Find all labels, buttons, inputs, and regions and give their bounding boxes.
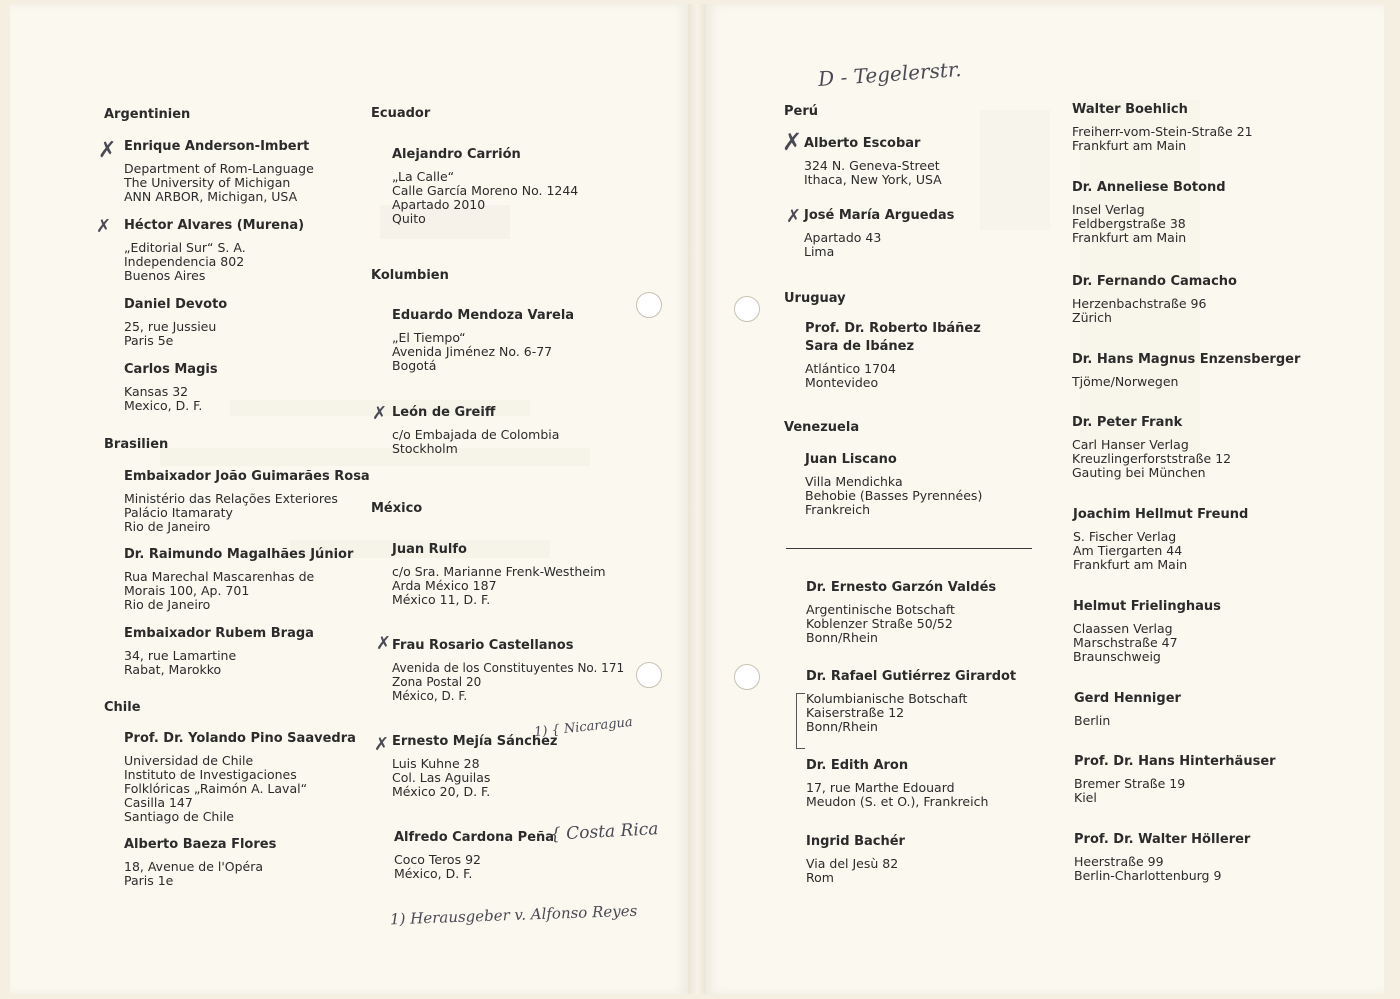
address-line: Apartado 43 [804, 230, 882, 245]
address-line: Ithaca, New York, USA [804, 172, 942, 187]
address-line: Quito [392, 211, 426, 226]
entry-name: Dr. Hans Magnus Enzensberger [1072, 352, 1301, 367]
entry-name: Dr. Peter Frank [1072, 415, 1183, 430]
address-line: Argentinische Botschaft [806, 602, 955, 617]
entry-address [124, 649, 314, 677]
country-heading: Uruguay [784, 291, 846, 306]
address-line: Bonn/Rhein [806, 630, 878, 645]
entry-name: Joachim Hellmut Freund [1073, 507, 1249, 522]
address-line: Meudon (S. et O.), Frankreich [806, 794, 989, 809]
entry-address [124, 385, 218, 413]
list-item [1072, 352, 1300, 389]
address-line: Kreuzlingerforststraße 12 [1072, 451, 1232, 466]
address-line: Folklóricas „Raimón A. Laval“ [124, 781, 308, 796]
list-item [1074, 754, 1276, 805]
address-line: México, D. F. [392, 689, 468, 703]
address-line: Rio de Janeiro [124, 597, 211, 612]
entry-name: Juan Rulfo [392, 542, 467, 557]
address-line: Rua Marechal Mascarenhas de [124, 569, 315, 584]
entry-name: Alejandro Carrión [392, 147, 521, 162]
entry-address [392, 661, 624, 703]
entry-name: Alberto Baeza Flores [124, 837, 277, 852]
list-item [1072, 102, 1253, 153]
entry-name-secondary: Sara de Ibánez [805, 339, 915, 354]
address-line: c/o Sra. Marianne Frenk-Westheim [392, 564, 606, 579]
handwritten-note-costa-rica: { Costa Rica [549, 819, 659, 845]
address-line: 25, rue Jussieu [124, 319, 217, 334]
entry-name: Frau Rosario Castellanos [392, 638, 574, 653]
address-line: Zürich [1072, 310, 1112, 325]
entry-address [392, 565, 606, 607]
list-item [124, 837, 276, 888]
entry-address [806, 857, 905, 885]
list-item [1073, 599, 1221, 664]
entry-name: Dr. Rafael Gutiérrez Girardot [806, 669, 1017, 684]
address-line: Rio de Janeiro [124, 519, 211, 534]
address-line: Buenos Aires [124, 268, 206, 283]
address-line: 17, rue Marthe Edouard [806, 780, 955, 795]
address-line: Feldbergstraße 38 [1072, 216, 1186, 231]
address-line: „El Tiempo“ [392, 330, 466, 345]
address-line: Marschstraße 47 [1073, 635, 1178, 650]
punch-hole [734, 296, 760, 322]
entry-address [392, 170, 578, 226]
entry-address [806, 781, 988, 809]
address-line: Frankfurt am Main [1072, 230, 1187, 245]
address-line: Rom [806, 870, 834, 885]
entry-address [392, 331, 574, 373]
address-line: Col. Las Aguilas [392, 770, 491, 785]
handwritten-bracket [796, 693, 805, 749]
entry-address [1073, 530, 1248, 572]
entry-name: Ernesto Mejía Sánchez [392, 734, 558, 749]
handwritten-check-icon: ✗ [376, 633, 392, 654]
address-line: 18, Avenue de l'Opéra [124, 859, 264, 874]
list-item [394, 830, 554, 881]
entry-address [805, 362, 981, 390]
address-line: Stockholm [392, 441, 458, 456]
address-line: Palácio Itamaraty [124, 505, 233, 520]
country-heading: Argentinien [104, 107, 191, 122]
address-line: Zona Postal 20 [392, 675, 482, 689]
entry-name: Dr. Fernando Camacho [1072, 274, 1237, 289]
entry-name: Prof. Dr. Yolando Pino Saavedra [124, 731, 356, 746]
punch-hole [734, 664, 760, 690]
entry-address [1072, 203, 1226, 245]
address-line: Freiherr-vom-Stein-Straße 21 [1072, 124, 1253, 139]
entry-name: Eduardo Mendoza Varela [392, 308, 575, 323]
address-line: Villa Mendichka [805, 474, 903, 489]
entry-address [392, 428, 559, 456]
list-item [804, 136, 942, 187]
list-item [804, 208, 954, 259]
address-line: Morais 100, Ap. 701 [124, 583, 250, 598]
list-item [392, 405, 559, 456]
address-line: Avenida de los Constituyentes No. 171 [392, 661, 625, 675]
country-heading: Venezuela [784, 420, 860, 435]
handwritten-check-icon: ✗ [96, 216, 112, 237]
list-item [806, 580, 996, 645]
entry-name: Alberto Escobar [804, 136, 921, 151]
list-item [806, 669, 1016, 734]
list-item [392, 147, 578, 226]
handwritten-check-icon: ✗ [372, 403, 388, 424]
entry-address [1074, 855, 1250, 883]
list-item [124, 626, 314, 677]
address-line: „La Calle“ [392, 169, 455, 184]
show-through-block-5 [980, 110, 1050, 230]
entry-name: Dr. Raimundo Magalhães Júnior [124, 547, 354, 562]
entry-address [124, 241, 304, 283]
address-line: Lima [804, 244, 835, 259]
entry-name: Helmut Frielinghaus [1073, 599, 1221, 614]
address-line: Tjöme/Norwegen [1072, 374, 1179, 389]
address-line: Calle García Moreno No. 1244 [392, 183, 579, 198]
entry-name: Prof. Dr. Roberto Ibáñez [805, 321, 981, 336]
entry-name: Embaixador João Guimarães Rosa [124, 469, 370, 484]
list-item [124, 139, 314, 204]
address-line: Casilla 147 [124, 795, 193, 810]
list-item [1072, 180, 1226, 245]
address-line: „Editorial Sur“ S. A. [124, 240, 246, 255]
address-line: Universidad de Chile [124, 753, 254, 768]
entry-name: Walter Boehlich [1072, 102, 1188, 117]
entry-address [124, 492, 370, 534]
country-heading: Kolumbien [371, 268, 449, 283]
country-heading: Ecuador [371, 106, 431, 121]
address-line: 34, rue Lamartine [124, 648, 237, 663]
address-line: Am Tiergarten 44 [1073, 543, 1183, 558]
address-line: Koblenzer Straße 50/52 [806, 616, 953, 631]
address-line: Frankfurt am Main [1072, 138, 1187, 153]
list-item [392, 638, 624, 703]
list-item [805, 452, 982, 517]
entry-address [1074, 714, 1181, 728]
address-line: México 11, D. F. [392, 592, 491, 607]
address-line: Herzenbachstraße 96 [1072, 296, 1207, 311]
country-heading: Chile [104, 700, 141, 715]
address-line: Kiel [1074, 790, 1097, 805]
address-line: c/o Embajada de Colombia [392, 427, 560, 442]
punch-hole [636, 662, 662, 688]
handwritten-check-icon: ✗ [374, 734, 390, 755]
address-line: Kolumbianische Botschaft [806, 691, 968, 706]
entry-name: Prof. Dr. Walter Höllerer [1074, 832, 1251, 847]
list-item [1074, 832, 1250, 883]
entry-address [392, 757, 557, 799]
entry-address [806, 603, 996, 645]
address-line: 324 N. Geneva-Street [804, 158, 940, 173]
entry-address [1072, 297, 1237, 325]
address-line: Gauting bei München [1072, 465, 1206, 480]
address-line: Paris 1e [124, 873, 174, 888]
address-line: S. Fischer Verlag [1073, 529, 1177, 544]
list-item [124, 362, 218, 413]
list-item [124, 731, 356, 824]
handwritten-note-top: D - Tegelerstr. [817, 57, 963, 91]
address-line: Berlin [1074, 713, 1111, 728]
entry-address [124, 570, 353, 612]
list-item [1073, 507, 1248, 572]
handwritten-note-nicaragua: 1) { Nicaragua [533, 714, 634, 741]
address-line: Rabat, Marokko [124, 662, 222, 677]
address-line: Montevideo [805, 375, 879, 390]
list-item [1072, 274, 1237, 325]
list-item [1074, 691, 1181, 728]
address-line: Kansas 32 [124, 384, 189, 399]
handwritten-check-icon: ✗ [782, 128, 803, 156]
address-line: Instituto de Investigaciones [124, 767, 297, 782]
handwritten-check-icon: ✗ [98, 138, 117, 163]
entry-name: Ingrid Bachér [806, 834, 905, 849]
section-divider [786, 548, 1032, 549]
entry-name: Dr. Anneliese Botond [1072, 180, 1226, 195]
address-line: Berlin-Charlottenburg 9 [1074, 868, 1222, 883]
handwritten-footnote: 1) Herausgeber v. Alfonso Reyes [389, 901, 638, 929]
address-line: Luis Kuhne 28 [392, 756, 480, 771]
address-line: Paris 5e [124, 333, 174, 348]
entry-address [804, 231, 954, 259]
address-line: Apartado 2010 [392, 197, 486, 212]
entry-name: Juan Liscano [805, 452, 897, 467]
entry-name: Gerd Henniger [1074, 691, 1181, 706]
entry-address [1072, 375, 1300, 389]
address-line: Department of Rom-Language [124, 161, 314, 176]
address-line: Carl Hanser Verlag [1072, 437, 1189, 452]
address-line: Kaiserstraße 12 [806, 705, 905, 720]
entry-name: Carlos Magis [124, 362, 218, 377]
address-line: Ministério das Relações Exteriores [124, 491, 338, 506]
list-item [392, 308, 574, 373]
address-line: México 20, D. F. [392, 784, 491, 799]
list-item [806, 834, 905, 885]
entry-address [1073, 622, 1221, 664]
entry-name: Daniel Devoto [124, 297, 228, 312]
address-line: Independencia 802 [124, 254, 245, 269]
list-item [806, 758, 988, 809]
entry-name: Enrique Anderson-Imbert [124, 139, 310, 154]
address-line: Bonn/Rhein [806, 719, 878, 734]
entry-name: León de Greiff [392, 405, 496, 420]
list-item [124, 297, 227, 348]
entry-name: José María Arguedas [804, 208, 955, 223]
country-heading: Brasilien [104, 437, 169, 452]
entry-name: Prof. Dr. Hans Hinterhäuser [1074, 754, 1276, 769]
country-heading: México [371, 501, 423, 516]
list-item [392, 542, 606, 607]
address-line: Santiago de Chile [124, 809, 234, 824]
entry-address [124, 860, 276, 888]
address-line: Bremer Straße 19 [1074, 776, 1186, 791]
list-item [392, 734, 557, 799]
list-item [124, 547, 353, 612]
list-item [1072, 415, 1231, 480]
entry-address [1072, 438, 1231, 480]
entry-address [1072, 125, 1253, 153]
address-line: México, D. F. [394, 866, 473, 881]
country-heading: Perú [784, 104, 819, 119]
address-line: Avenida Jiménez No. 6-77 [392, 344, 553, 359]
handwritten-check-icon: ✗ [786, 206, 802, 227]
entry-address [805, 475, 982, 517]
list-item [124, 469, 370, 534]
address-line: Heerstraße 99 [1074, 854, 1164, 869]
entry-name: Embaixador Rubem Braga [124, 626, 314, 641]
entry-name: Dr. Edith Aron [806, 758, 909, 773]
address-line: Via del Jesù 82 [806, 856, 899, 871]
entry-name: Héctor Alvares (Murena) [124, 218, 305, 233]
address-line: Frankfurt am Main [1073, 557, 1188, 572]
address-line: Braunschweig [1073, 649, 1161, 664]
entry-name: Dr. Ernesto Garzón Valdés [806, 580, 997, 595]
entry-address [806, 692, 1016, 734]
address-line: The University of Michigan [124, 175, 291, 190]
entry-address [124, 162, 314, 204]
address-line: Behobie (Basses Pyrennées) [805, 488, 983, 503]
address-line: Claassen Verlag [1073, 621, 1173, 636]
entry-address [1074, 777, 1276, 805]
address-line: ANN ARBOR, Michigan, USA [124, 189, 298, 204]
address-line: Mexico, D. F. [124, 398, 203, 413]
entry-address [124, 754, 356, 824]
entry-address [804, 159, 942, 187]
address-line: Insel Verlag [1072, 202, 1145, 217]
punch-hole [636, 292, 662, 318]
address-line: Arda México 187 [392, 578, 497, 593]
entry-address [124, 320, 227, 348]
entry-name: Alfredo Cardona Peña [394, 830, 555, 845]
page-fold [688, 4, 706, 994]
address-line: Coco Teros 92 [394, 852, 481, 867]
address-line: Frankreich [805, 502, 871, 517]
address-line: Atlántico 1704 [805, 361, 896, 376]
list-item [805, 321, 981, 390]
list-item [124, 218, 304, 283]
entry-address [394, 853, 554, 881]
address-line: Bogotá [392, 358, 437, 373]
